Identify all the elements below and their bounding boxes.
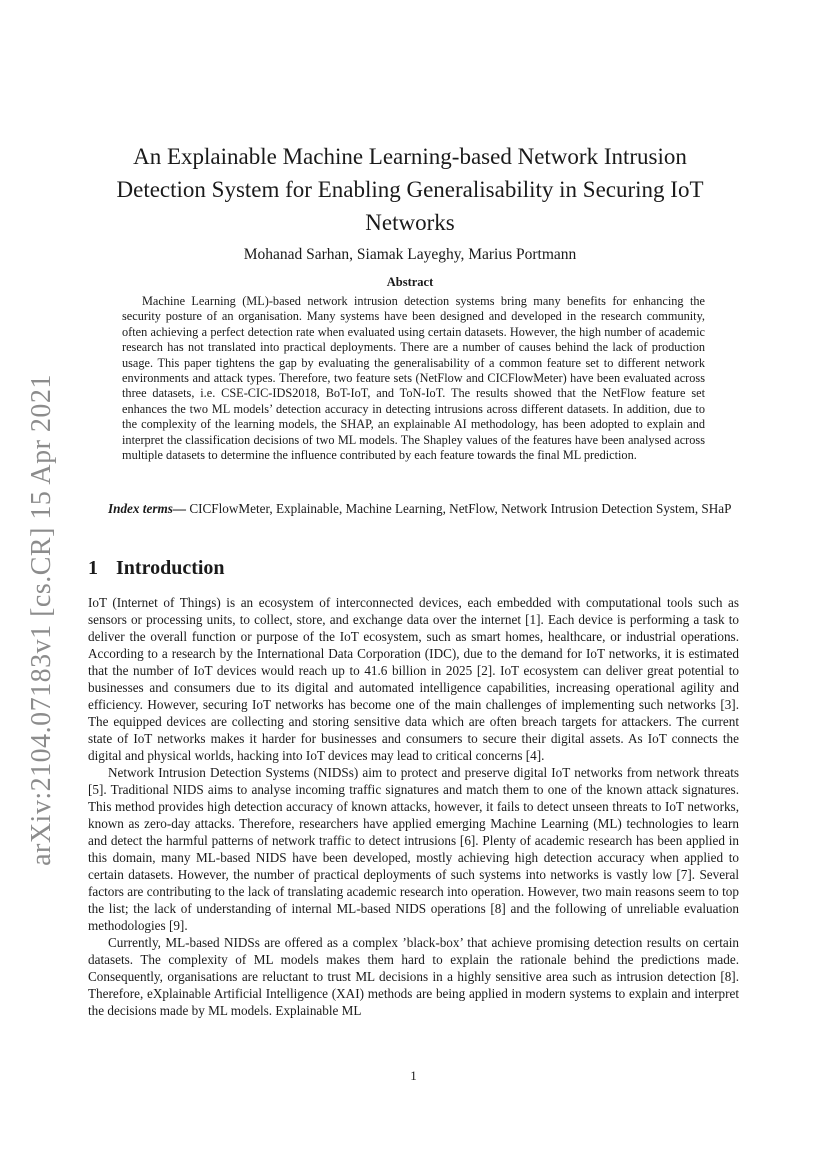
paper-authors: Mohanad Sarhan, Siamak Layeghy, Marius Portmann [243, 246, 577, 263]
arxiv-sidebar-stamp [20, 360, 64, 880]
intro-paragraph-2: Network Intrusion Detection Systems (NIDSs) aim to protect and preserve digital IoT networks from network threats [5]. Traditional NIDS aims to analyse incoming traffic signatures and match them to one of the known attack signatures. This method provides high detection accuracy of known attacks, however, it fails to detect unseen threats to IoT networks, known as zero-day attacks. Therefore, researchers have applied emerging Machine Learning (ML) technologies to learn and detect the harmful patterns of network traffic to detect intrusions [6]. Plenty of academic research has been applied in this domain, many ML-based NIDS have been developed, mostly achieving high detection accuracy when applied to certain datasets. However, the number of practical deployments of such systems into networks is vastly low [7]. Several factors are contributing to the lack of translating academic research into operation. However, two main reasons seem to top the list; the lack of understanding of internal ML-based NIDS operations [8] and the following of unreliable evaluation methodologies [9]. [88, 765, 739, 933]
section-title: Introduction [116, 557, 225, 579]
index-terms [88, 500, 739, 517]
intro-paragraph-3: Currently, ML-based NIDSs are offered as a complex ’black-box’ that achieve promising detection results on certain datasets. The complexity of ML models makes them hard to explain the rationale behind the predictions made. Consequently, organisations are reluctant to trust ML decisions in a highly sensitive area such as intrusion detection [8]. Therefore, eXplainable Artificial Intelligence (XAI) methods are being applied in modern systems to explain and interpret the decisions made by ML models. Explainable ML [88, 935, 739, 1018]
arxiv-identifier: arXiv:2104.07183v1 [cs.CR] 15 Apr 2021 [26, 374, 58, 866]
page-number: 1 [410, 1068, 417, 1083]
abstract-heading: Abstract [386, 275, 434, 289]
section-number: 1 [88, 557, 98, 579]
section-heading-introduction [88, 557, 225, 580]
index-terms-list: CICFlowMeter, Explainable, Machine Learning, NetFlow, Network Intrusion Detection System, SHaP [186, 501, 732, 516]
paper-title: An Explainable Machine Learning-based Network Intrusion Detection System for Enabling Generalisability in Securing IoT Networks [116, 144, 704, 235]
intro-paragraph-1: IoT (Internet of Things) is an ecosystem of interconnected devices, each embedded with computational tools such as sensors or processing units, to collect, store, and exchange data over the internet [1]. Each device is performing a task to deliver the overall function or purpose of the IoT ecosystem, such as smart homes, healthcare, or industrial operations. According to a research by the International Data Corporation (IDC), due to the demand for IoT networks, it is estimated that the number of IoT devices would reach up to 41.6 billion in 2025 [2]. IoT ecosystem can deliver great potential to businesses and consumers due to its digital and automated intelligence capabilities, increasing operational agility and efficiency. However, securing IoT networks has become one of the main challenges of implementing such networks [3]. The equipped devices are collecting and storing sensitive data which are often breach targets for attackers. The current state of IoT networks makes it harder for businesses and consumers to secure their digital assets. As IoT connects the digital and physical worlds, hacking into IoT devices may lead to critical concerns [4]. [88, 595, 739, 763]
abstract-body: Machine Learning (ML)-based network intrusion detection systems bring many benefits for enhancing the security posture of an organisation. Many systems have been designed and developed in the research community, often achieving a perfect detection rate when evaluated using certain datasets. However, the high number of academic research has not translated into practical deployments. There are a number of causes behind the lack of production usage. This paper tightens the gap by evaluating the generalisability of a common feature set to different network environments and attack types. Therefore, two feature sets (NetFlow and CICFlowMeter) have been evaluated across three datasets, i.e. CSE-CIC-IDS2018, BoT-IoT, and ToN-IoT. The results showed that the NetFlow feature set enhances the two ML models’ detection accuracy in detecting intrusions across different datasets. In addition, due to the complexity of the learning models, the SHAP, an explainable AI methodology, has been adopted to explain and interpret the classification decisions of two ML models. The Shapley values of the features have been analysed across multiple datasets to determine the influence contributed by each feature towards the final ML prediction. [122, 294, 705, 463]
introduction-body [88, 594, 739, 1019]
index-terms-label: Index terms— [108, 501, 187, 516]
